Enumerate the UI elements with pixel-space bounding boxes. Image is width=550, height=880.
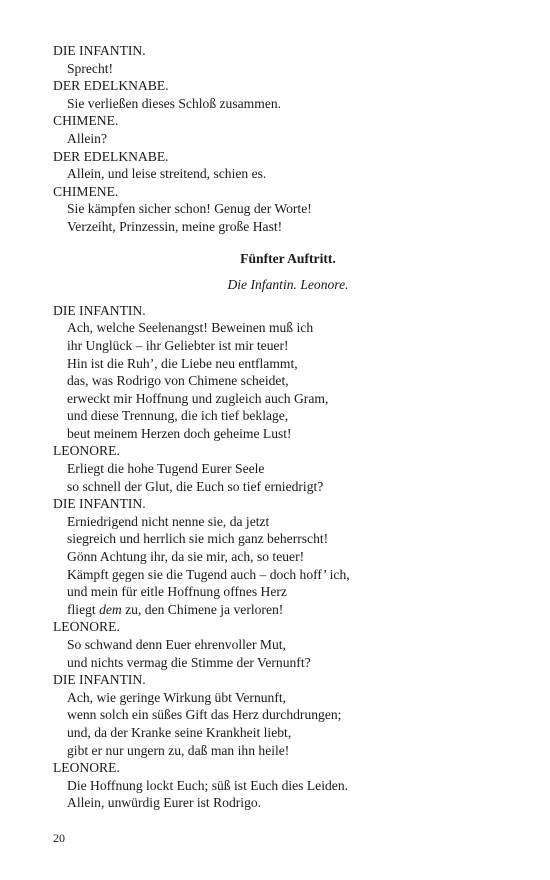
verse-line: Allein, und leise streitend, schien es. bbox=[67, 166, 267, 182]
verse-line: Erniedrigend nicht nenne sie, da jetzt bbox=[67, 513, 270, 529]
verse-line: und mein für eitle Hoffnung offnes Herz bbox=[67, 584, 287, 600]
speaker-name: DIE INFANTIN. bbox=[53, 43, 146, 58]
speaker-name: DIE INFANTIN. bbox=[53, 496, 146, 512]
speaker-name: CHIMENE. bbox=[53, 183, 119, 199]
speech-block bbox=[53, 442, 513, 495]
verse-line: Erliegt die hohe Tugend Eurer Seele bbox=[67, 461, 265, 477]
verse-line: Hin ist die Ruh’, die Liebe neu entflammt, bbox=[67, 355, 298, 371]
verse-line: Allein? bbox=[67, 130, 108, 146]
verse-line: und nichts vermag die Stimme der Vernunft? bbox=[67, 654, 311, 670]
verse-line: so schnell der Glut, die Euch so tief erniedrigt? bbox=[67, 478, 324, 494]
speaker-name: DER EDELKNABE. bbox=[53, 148, 169, 164]
speaker-name: DIE INFANTIN. bbox=[53, 302, 146, 318]
verse-line: Gönn Achtung ihr, da sie mir, ach, so teuer! bbox=[67, 549, 305, 565]
page-number: 20 bbox=[53, 831, 65, 845]
verse-text: fliegt bbox=[67, 601, 100, 617]
verse-line: das, was Rodrigo von Chimene scheidet, bbox=[67, 373, 289, 389]
verse-line: gibt er nur ungern zu, daß man ihn heile! bbox=[67, 742, 290, 758]
verse-line: wenn solch ein süßes Gift das Herz durchdrungen; bbox=[67, 707, 342, 723]
speech-block bbox=[53, 183, 513, 236]
speech-block bbox=[53, 77, 513, 112]
verse-line: Verzeiht, Prinzessin, meine große Hast! bbox=[67, 218, 283, 234]
verse-line: So schwand denn Euer ehrenvoller Mut, bbox=[67, 637, 286, 652]
speech-block bbox=[53, 148, 513, 183]
speech-block bbox=[53, 759, 513, 812]
speaker-name: DIE INFANTIN. bbox=[53, 672, 146, 688]
verse-line: Sprecht! bbox=[67, 60, 114, 76]
speech-block bbox=[53, 112, 513, 147]
verse-line-emphasis bbox=[67, 601, 513, 619]
speech-block bbox=[53, 495, 513, 618]
verse-line: siegreich und herrlich sie mich ganz beherrscht! bbox=[67, 531, 329, 547]
scene-cast: Die Infantin. Leonore. bbox=[227, 277, 349, 293]
emphasized-word: dem bbox=[99, 601, 122, 617]
speaker-name: CHIMENE. bbox=[53, 113, 119, 129]
verse-line: Die Hoffnung lockt Euch; süß ist Euch dies Leiden. bbox=[67, 777, 349, 793]
page-text bbox=[53, 42, 513, 812]
verse-line: Allein, unwürdig Eurer ist Rodrigo. bbox=[67, 795, 262, 811]
speech-block bbox=[53, 618, 513, 671]
verse-line: Ach, welche Seelenangst! Beweinen muß ich bbox=[67, 320, 314, 336]
verse-line: erweckt mir Hoffnung und zugleich auch Gram, bbox=[67, 390, 329, 406]
speech-block bbox=[53, 671, 513, 759]
speaker-name: LEONORE. bbox=[53, 760, 120, 776]
verse-text: zu, den Chimene ja verloren! bbox=[121, 601, 284, 617]
speech-block bbox=[53, 302, 513, 443]
verse-line: Kämpft gegen sie die Tugend auch – doch hoff’ ich, bbox=[67, 566, 350, 582]
speaker-name: DER EDELKNABE. bbox=[53, 78, 169, 94]
verse-line: und diese Trennung, die ich tief beklage, bbox=[67, 408, 289, 424]
verse-line: und, da der Kranke seine Krankheit liebt, bbox=[67, 724, 292, 740]
verse-line: Ach, wie geringe Wirkung übt Vernunft, bbox=[67, 689, 287, 705]
speaker-name: LEONORE. bbox=[53, 443, 120, 459]
verse-line: ihr Unglück – ihr Geliebter ist mir teuer! bbox=[67, 337, 289, 353]
verse-line: beut meinem Herzen doch geheime Lust! bbox=[67, 425, 292, 441]
speaker-name: LEONORE. bbox=[53, 619, 120, 635]
speech-block bbox=[53, 42, 513, 77]
verse-line: Sie verließen dieses Schloß zusammen. bbox=[67, 95, 282, 111]
scene-title: Fünfter Auftritt. bbox=[240, 250, 336, 266]
verse-line: Sie kämpfen sicher schon! Genug der Worte! bbox=[67, 201, 312, 217]
